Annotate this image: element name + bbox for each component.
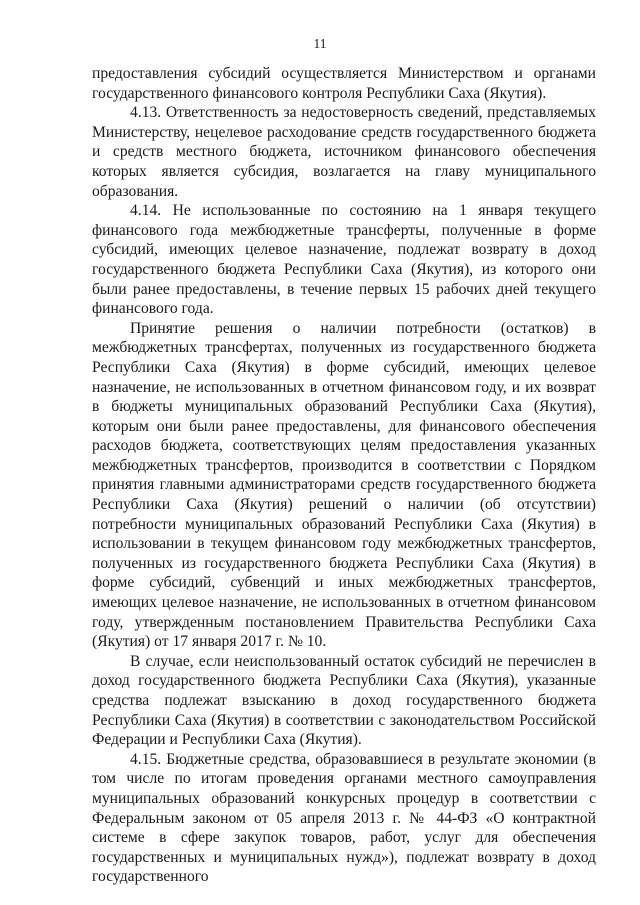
page-number: 11 [313, 36, 327, 51]
paragraph-decision-on-balances: Принятие решения о наличии потребности (остатков) в межбюджетных трансфертах, полученных из государственного бюджета Республики Саха (Якутия) в форме субсидий, имеющих целевое назначение, не использованных в отчетном финансовом году, и их возврат в бюджеты муниципальных образований Республики Саха (Якутия), которым они были ранее предоставлены, для финансового обеспечения расходов бюджета, соответствующих целям предоставления указанных межбюджетных трансфертов, производится в соответствии с Порядком принятия главными администраторами средств государственного бюджета Республики Саха (Якутия) решений о наличии (об отсутствии) потребности муниципальных образований Республики Саха (Якутия) в использовании в текущем финансовом году межбюджетных трансфертов, полученных из государственного бюджета Республики Саха (Якутия) в форме субсидий, субвенций и иных межбюджетных трансфертов, имеющих целевое назначение, не использованных в отчетном финансовом году, утвержденным постановлением Правительства Республики Саха (Якутия) от 17 января 2017 г. № 10. [92, 319, 596, 651]
document-body [92, 64, 596, 887]
paragraph-4-14: 4.14. Не использованные по состоянию на 1 января текущего финансового года межбюджетные трансферты, полученные в форме субсидий, имеющих целевое назначение, подлежат возврату в доход государственного бюджета Республики Саха (Якутия), из которого они были ранее предоставлены, в течение первых 15 рабочих дней текущего финансового года. [92, 202, 596, 318]
paragraph-4-15: 4.15. Бюджетные средства, образовавшиеся в результате экономии (в том числе по итогам проведения органами местного самоуправления муниципальных образований конкурсных процедур в соответствии с Федеральным законом от 05 апреля 2013 г. № 44-ФЗ «О контрактной системе в сфере закупок товаров, работ, услуг для обеспечения государственных и муниципальных нужд»), подлежат возврату в доход государственного [92, 750, 596, 886]
paragraph-continuation: предоставления субсидий осуществляется Министерством и органами государственного финансового контроля Республики Саха (Якутия). [92, 65, 596, 102]
paragraph-4-13: 4.13. Ответственность за недостоверность сведений, представляемых Министерству, нецелевое расходование средств государственного бюджета и средств местного бюджета, источником финансового обеспечения которых является субсидия, возлагается на главу муниципального образования. [92, 104, 596, 200]
paragraph-recovery: В случае, если неиспользованный остаток субсидий не перечислен в доход государственного бюджета Республики Саха (Якутия), указанные средства подлежат взысканию в доход государственного бюджета Республики Саха (Якутия) в соответствии с законодательством Российской Федерации и Республики Саха (Якутия). [92, 652, 596, 749]
